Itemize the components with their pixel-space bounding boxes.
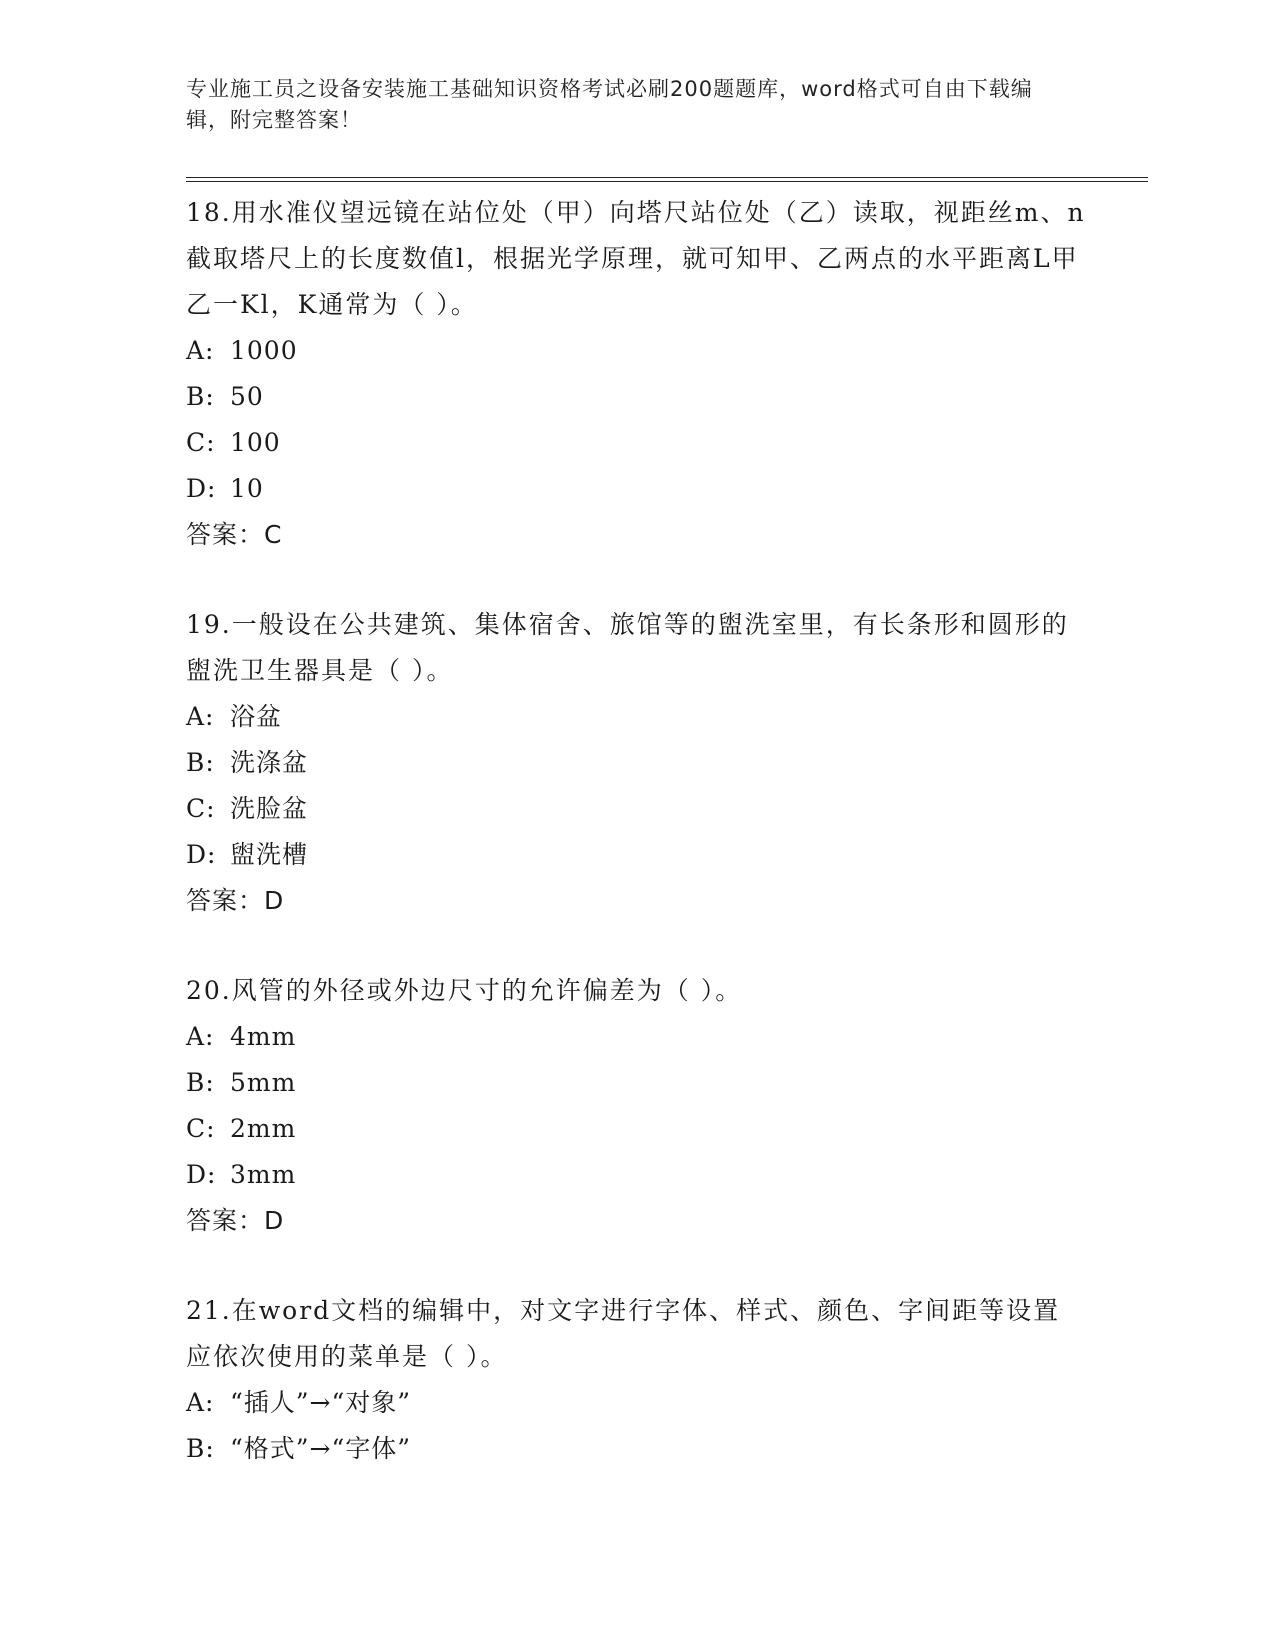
question-20 <box>186 968 1086 1244</box>
option-value: 3mm <box>230 1160 297 1189</box>
question-text: 19.一般设在公共建筑、集体宿舍、旅馆等的盥洗室里，有长条形和圆形的盥洗卫生器具是（ ）。 <box>186 610 1069 685</box>
header-divider-bottom <box>186 181 1148 182</box>
option-value: 洗涤盆 <box>230 748 309 777</box>
option-label: A: <box>186 1022 215 1051</box>
option-b <box>186 1426 1086 1472</box>
question-text: 21.在word文档的编辑中，对文字进行字体、样式、颜色、字间距等设置应依次使用的菜单是（ ）。 <box>186 1296 1061 1371</box>
option-c <box>186 420 1086 466</box>
question-text: 20.风管的外径或外边尺寸的允许偏差为（ ）。 <box>186 976 743 1005</box>
option-a <box>186 1380 1086 1426</box>
option-b <box>186 374 1086 420</box>
question-18 <box>186 190 1086 558</box>
question-text: 18.用水准仪望远镜在站位处（甲）向塔尺站位处（乙）读取，视距丝m、n截取塔尺上的长度数值l，根据光学原理，就可知甲、乙两点的水平距离L甲乙一Kl，K通常为（ ）。 <box>186 198 1086 319</box>
option-label: B: <box>186 1434 215 1463</box>
option-value: 洗脸盆 <box>230 794 309 823</box>
option-label: C: <box>186 794 216 823</box>
option-label: C: <box>186 1114 216 1143</box>
question-19 <box>186 602 1086 924</box>
document-header: 专业施工员之设备安装施工基础知识资格考试必刷200题题库，word格式可自由下载编辑，附完整答案！ <box>186 77 1033 132</box>
option-label: B: <box>186 382 215 411</box>
option-label: D: <box>186 840 217 869</box>
option-c <box>186 786 1086 832</box>
option-label: B: <box>186 748 215 777</box>
option-value: 1000 <box>230 336 298 365</box>
option-d <box>186 832 1086 878</box>
option-c <box>186 1106 1086 1152</box>
option-value: 50 <box>230 382 264 411</box>
option-value: 100 <box>230 428 281 457</box>
header-divider-top <box>186 177 1148 178</box>
option-value: 4mm <box>230 1022 297 1051</box>
question-list <box>186 190 1086 1472</box>
option-label: C: <box>186 428 216 457</box>
option-a <box>186 328 1086 374</box>
option-value: “格式”→“字体” <box>230 1434 412 1463</box>
option-value: 2mm <box>230 1114 297 1143</box>
answer-line: 答案：D <box>186 886 285 915</box>
option-value: 5mm <box>230 1068 297 1097</box>
option-label: A: <box>186 702 215 731</box>
option-label: A: <box>186 1388 215 1417</box>
option-value: “插人”→“对象” <box>230 1388 412 1417</box>
answer-line: 答案：C <box>186 520 283 549</box>
option-a <box>186 1014 1086 1060</box>
option-value: 盥洗槽 <box>230 840 309 869</box>
option-label: D: <box>186 1160 217 1189</box>
option-b <box>186 740 1086 786</box>
option-label: A: <box>186 336 215 365</box>
option-label: D: <box>186 474 217 503</box>
option-a <box>186 694 1086 740</box>
answer-line: 答案：D <box>186 1206 285 1235</box>
option-label: B: <box>186 1068 215 1097</box>
option-value: 10 <box>230 474 264 503</box>
option-value: 浴盆 <box>230 702 283 731</box>
option-b <box>186 1060 1086 1106</box>
option-d <box>186 1152 1086 1198</box>
question-21 <box>186 1288 1086 1472</box>
option-d <box>186 466 1086 512</box>
